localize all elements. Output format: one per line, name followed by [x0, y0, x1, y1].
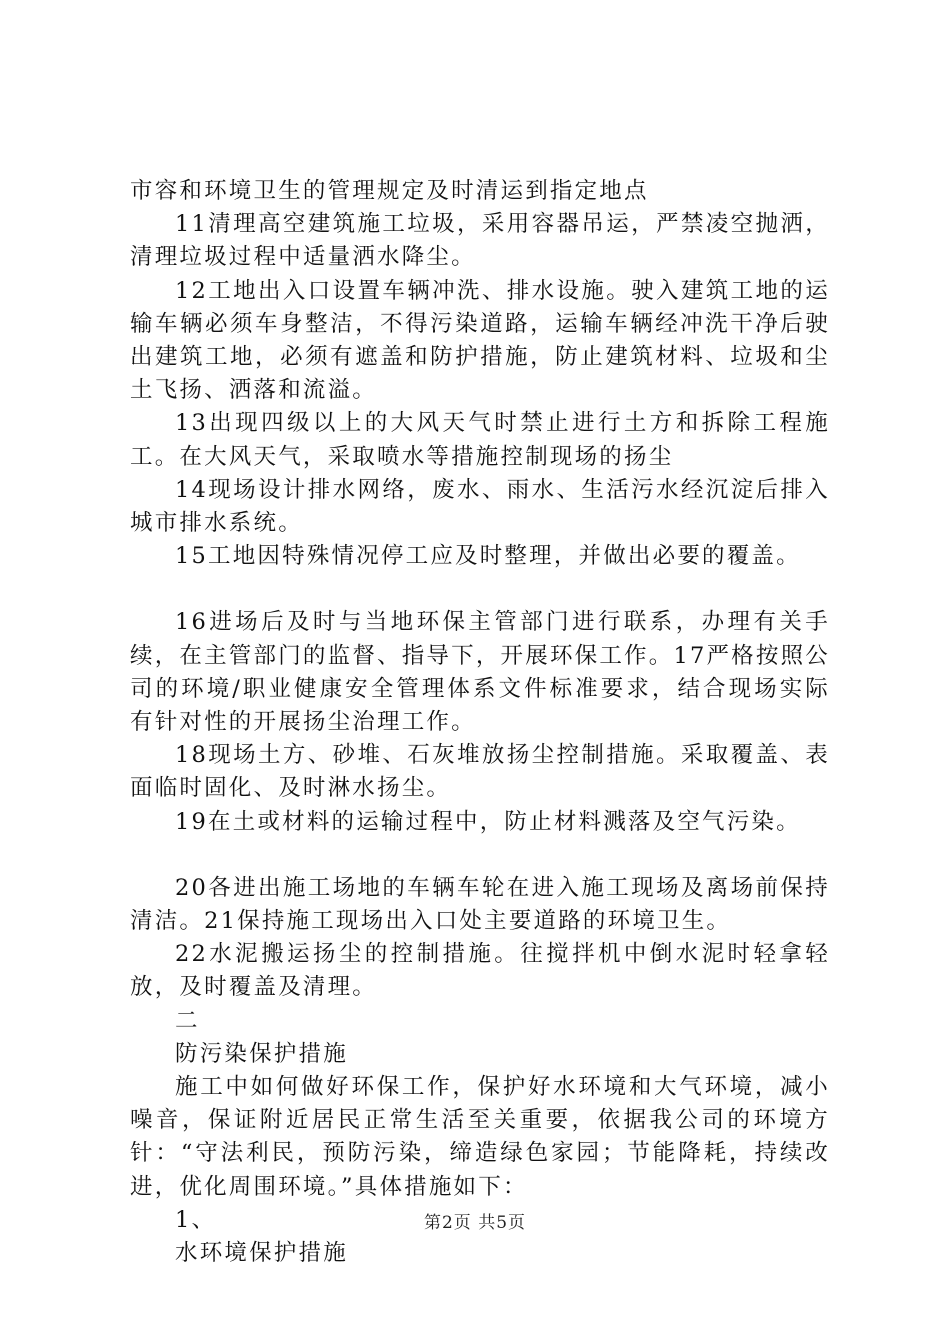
paragraph-item-22: 22水泥搬运扬尘的控制措施。往搅拌机中倒水泥时轻拿轻放，及时覆盖及清理。 — [130, 941, 830, 1001]
paragraph-item-13: 13出现四级以上的大风天气时禁止进行土方和拆除工程施工。在大风天气，采取喷水等措施控制现场的扬尘 — [130, 410, 830, 470]
paragraph-item-19: 19在土或材料的运输过程中，防止材料溅落及空气污染。 — [175, 808, 801, 835]
paragraph-continuation: 市容和环境卫生的管理规定及时清运到指定地点 — [130, 178, 649, 204]
section-heading: 防污染保护措施 — [175, 1040, 348, 1067]
paragraph-item-11: 11清理高空建筑施工垃圾，采用容器吊运，严禁凌空抛洒，清理垃圾过程中适量洒水降尘。 — [130, 211, 830, 271]
paragraph-item-16-17: 16进场后及时与当地环保主管部门进行联系，办理有关手续，在主管部门的监督、指导下，开展环保工作。17严格按照公司的环境/职业健康安全管理体系文件标准要求，结合现场实际有针对性的开展扬尘治理工作。 — [130, 609, 830, 736]
subsection-number: 1、 — [175, 1206, 217, 1233]
paragraph-item-20-21: 20各进出施工场地的车辆车轮在进入施工现场及离场前保持清洁。21保持施工现场出入口处主要道路的环境卫生。 — [130, 874, 830, 935]
document-body — [130, 175, 830, 1270]
section-number: 二 — [175, 1007, 200, 1034]
page-number-footer: 第2页 共5页 — [423, 1213, 527, 1233]
subsection-heading: 水环境保护措施 — [175, 1240, 348, 1267]
paragraph-item-18: 18现场土方、砂堆、石灰堆放扬尘控制措施。采取覆盖、表面临时固化、及时淋水扬尘。 — [130, 742, 830, 802]
paragraph-item-14: 14现场设计排水网络，废水、雨水、生活污水经沉淀后排入城市排水系统。 — [130, 476, 830, 537]
paragraph-item-15: 15工地因特殊情况停工应及时整理，并做出必要的覆盖。 — [175, 543, 801, 570]
paragraph-item-12: 12工地出入口设置车辆冲洗、排水设施。驶入建筑工地的运输车辆必须车身整洁，不得污染道路，运输车辆经冲洗干净后驶出建筑工地，必须有遮盖和防护措施，防止建筑材料、垃圾和尘土飞扬、洒落和流溢。 — [130, 277, 830, 404]
paragraph-intro: 施工中如何做好环保工作，保护好水环境和大气环境，减小噪音，保证附近居民正常生活至关重要，依据我公司的环境方针：“守法利民，预防污染，缔造绿色家园；节能降耗，持续改进，优化周围环境。”具体措施如下： — [130, 1074, 830, 1200]
